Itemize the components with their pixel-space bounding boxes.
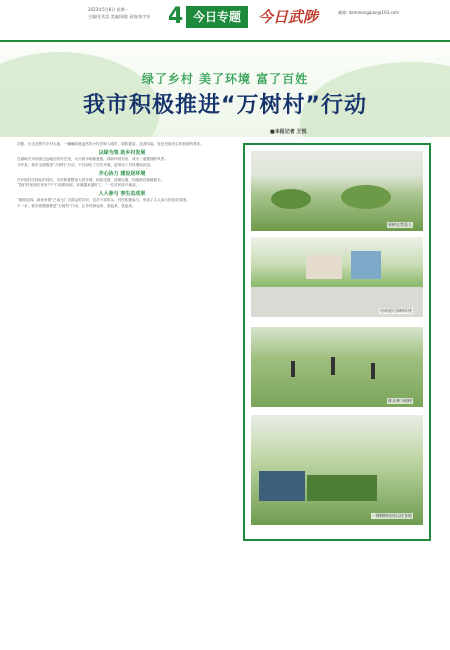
section-heading: 齐心协力 建设居环境 (98, 170, 146, 177)
person-figure (371, 363, 375, 379)
house-shape (306, 255, 342, 279)
article-byline: ■本报记者 王悦 (270, 129, 307, 135)
article-title: 我市积极推进“万树村”行动 (83, 93, 367, 118)
tree-shape (271, 189, 311, 209)
photo-village-trees (251, 237, 423, 317)
contact-email: 邮箱: dammongqian@163.com (338, 10, 400, 15)
mural-wall-shape (351, 251, 381, 279)
masthead (0, 0, 450, 42)
photo-tree-planting (251, 327, 423, 407)
article-subtitle: 绿了乡村 美了环境 富了百姓 (141, 72, 309, 86)
section-heading: 人人参与 享生态成果 (98, 191, 146, 198)
photo-caption: 房前屋后绿树环绕 (380, 308, 412, 313)
paragraph: 在嘉峪关市西部边远地区的村庄里，大片树木郁郁葱葱，绿树环绕村舍，成为一道靓丽的风景。 (17, 157, 168, 162)
article-body (10, 142, 234, 209)
article-intro: 初夏，行走在焦作乡村大地，一幢幢绿意盎然的小村庄映入眼帘，树影婆娑，花香四溢，处处呈现出生机勃勃的景象。 (17, 142, 204, 146)
photo-caption: 一棵棵树苗待运往各地 (372, 513, 412, 518)
editor-credits: 主编/任兆浩 美编/邹晗 责校/朱宇东 (88, 14, 151, 19)
newspaper-logo: 今日武陟 (258, 8, 319, 26)
photo-column (243, 143, 431, 541)
photo-orchard (251, 151, 423, 231)
tree-shape (341, 185, 391, 209)
seedlings-shape (307, 475, 377, 501)
page-number: 4 (168, 4, 184, 29)
photo-caption: 群众参与植树 (388, 398, 412, 403)
person-figure (331, 357, 335, 375)
truck-shape (259, 471, 305, 501)
paragraph: 下一步，我市将继续推进“万树村”行动，让乡村绿起来、美起来、富起来。 (17, 203, 136, 208)
paragraph: 在开展村庄绿化的同时，各村积极整治人居环境，拆除违建，清理垃圾，因地制宜栽植树木。 (17, 177, 165, 182)
issue-date: 2023年5月8日 星期一 (88, 7, 129, 12)
section-title: 今日专题 (186, 6, 248, 28)
person-figure (291, 361, 295, 377)
photo-seedlings-truck (251, 415, 423, 525)
photo-caption: 果树长势喜人 (388, 222, 412, 227)
paragraph: 今年来，我市全面推进“万树村”行动，不仅绿化了村庄环境，更带动了村民增收致富。 (17, 162, 154, 167)
issue-meta (88, 6, 178, 20)
paragraph: “我们村里现在家家户户门前都有树，环境越来越好了。”一位村民高兴地说。 (17, 183, 140, 188)
section-heading: 以绿为笔 助乡村发展 (98, 150, 146, 157)
paragraph: “植树造林，绿化家园”已成为广大群众的共识，党员干部带头，村民积极参与，形成了人人参与的良好氛围。 (17, 198, 190, 203)
